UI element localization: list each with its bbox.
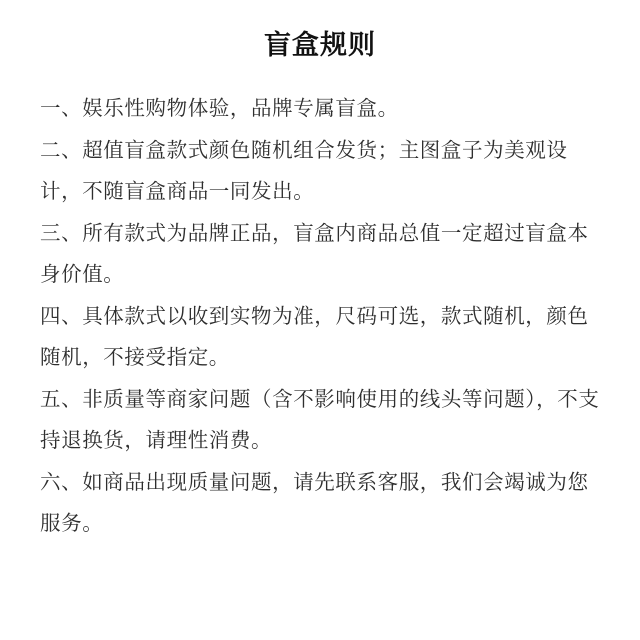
- rule-item-5: 五、非质量等商家问题（含不影响使用的线头等问题），不支持退换货，请理性消费。: [40, 386, 600, 452]
- rule-item-3: 三、所有款式为品牌正品，盲盒内商品总值一定超过盲盒本身价值。: [40, 220, 589, 286]
- page-title: 盲盒规则: [264, 30, 376, 61]
- rule-item-6: 六、如商品出现质量问题，请先联系客服，我们会竭诚为您服务。: [40, 469, 589, 535]
- rule-item-1: 一、娱乐性购物体验，品牌专属盲盒。: [40, 96, 399, 120]
- rule-item-4: 四、具体款式以收到实物为准，尺码可选，款式随机，颜色随机，不接受指定。: [40, 303, 589, 369]
- rule-item-2: 二、超值盲盒款式颜色随机组合发货；主图盒子为美观设计，不随盲盒商品一同发出。: [40, 137, 568, 203]
- rules-list: [40, 88, 600, 545]
